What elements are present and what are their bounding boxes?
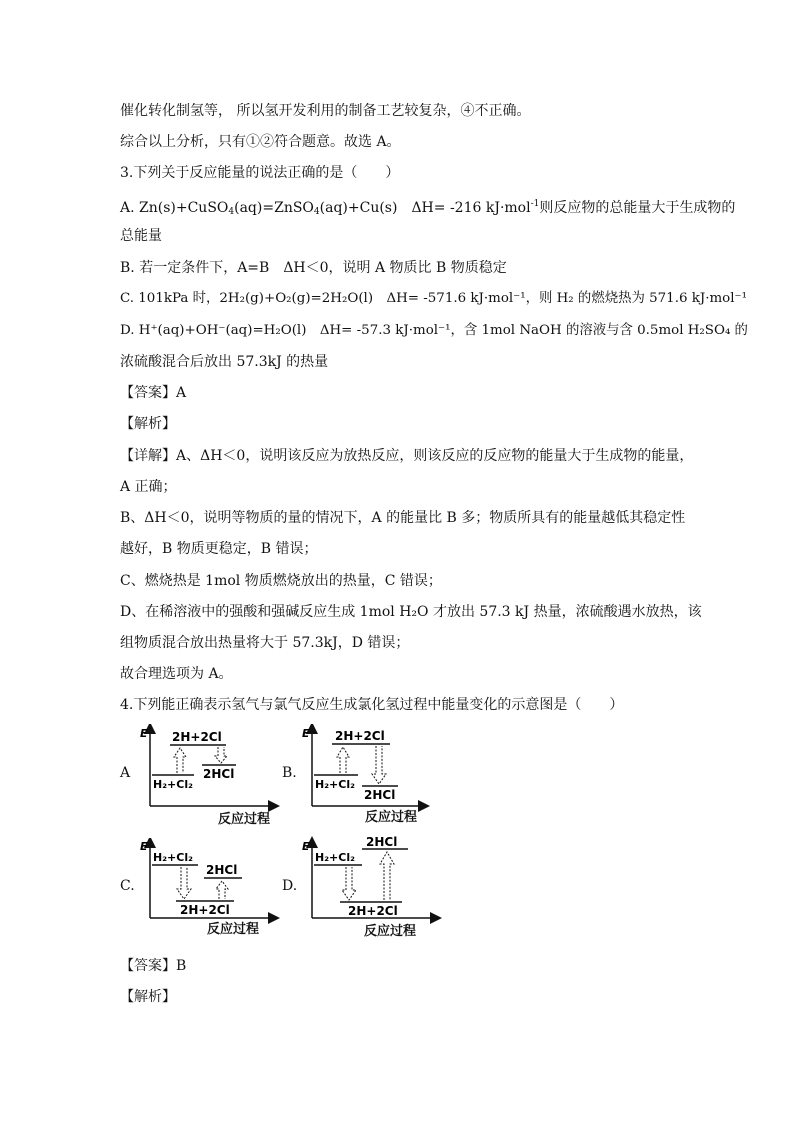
up-arrow-icon [380,852,394,900]
up-arrow-icon [174,748,186,773]
energy-diagram-c [138,838,280,924]
detail-line-6: D、在稀溶液中的强酸和强碱反应生成 1mol H₂O 才放出 57.3 kJ 热量，浓硫酸遇水放热，该 [120,604,702,620]
label-2h-2cl: 2H+2Cl [335,729,385,743]
analysis-heading-3: 【解析】 [120,416,176,432]
option-3a [120,195,735,221]
energy-diagram-d [300,836,442,924]
label-2hcl: 2HCl [366,836,398,849]
axis-x-label-c: 反应过程 [207,922,260,937]
detail-line-1: 【详解】A、ΔH＜0，说明该反应为放热反应，则该反应的反应物的能量大于生成物的能量， [120,448,694,464]
axis-x-label-a: 反应过程 [218,812,271,827]
up-arrow-icon [337,747,349,773]
label-2hcl: 2HCl [203,767,235,781]
detail-line-2: A 正确； [120,479,177,495]
axis-e-label: E [302,727,310,740]
detail-line-4: 越好，B 物质更稳定，B 错误； [120,541,318,557]
axis-x-label-b: 反应过程 [365,810,418,825]
superscript: -1 [530,199,540,209]
down-arrow-icon [372,746,386,784]
label-2hcl: 2HCl [364,788,396,802]
question-4: 4.下列能正确表示氢气与氯气反应生成氯化氢过程中能量变化的示意图是（ ） [120,697,624,713]
option-3d: D. H⁺(aq)+OH⁻(aq)=H₂O(l) ΔH= -57.3 kJ·mol⁻¹，含 1mol NaOH 的溶液与含 0.5mol H₂SO₄ 的 [120,323,748,338]
label-2hcl: 2HCl [206,863,238,877]
option-3b: B. 若一定条件下，A=B ΔH＜0，说明 A 物质比 B 物质稳定 [120,260,507,276]
down-arrow-icon [342,867,356,900]
label-2h-2cl: 2H+2Cl [180,903,230,917]
label-h2-cl2: H₂+Cl₂ [315,851,355,864]
option-a-label: A [120,765,131,781]
option-3a-part2: (aq)=ZnSO [234,200,314,216]
detail-line-8: 故合理选项为 A。 [120,666,233,682]
label-h2-cl2: H₂+Cl₂ [315,778,355,791]
subscript: 4 [228,207,235,217]
down-arrow-icon [215,747,227,763]
detail-line-3: B、ΔH＜0，说明等物质的量的情况下，A 的能量比 B 多；物质所具有的能量越低其稳定性 [120,510,686,526]
option-d-label: D. [282,878,298,894]
label-2h-2cl: 2H+2Cl [348,904,398,918]
option-b-label: B. [282,765,297,781]
option-3a-part3: (aq)+Cu(s) ΔH= -216 kJ·mol [319,200,531,216]
down-arrow-icon [177,867,191,899]
detail-line-7: 组物质混合放出热量将大于 57.3kJ，D 错误； [120,635,410,651]
option-c-label: C. [120,878,135,894]
label-2h-2cl: 2H+2Cl [172,730,222,744]
up-arrow-icon [216,881,228,899]
axis-e-label: E [140,840,148,853]
text-line-total-energy: 总能量 [120,228,162,244]
text-line-2: 综合以上分析，只有①②符合题意。故选 A。 [120,134,401,150]
subscript: 4 [313,207,320,217]
analysis-heading-4: 【解析】 [120,989,176,1005]
text-line-1: 催化转化制氢等， 所以氢开发利用的制备工艺较复杂，④不正确。 [120,103,531,119]
question-3: 3.下列关于反应能量的说法正确的是（ ） [120,165,400,181]
answer-4: 【答案】B [120,958,187,974]
axis-e-label: E [302,840,310,853]
option-3a-part4: 则反应物的总能量大于生成物的 [539,200,736,216]
option-3c: C. 101kPa 时，2H₂(g)+O₂(g)=2H₂O(l) ΔH= -571.6 kJ·mol⁻¹，则 H₂ 的燃烧热为 571.6 kJ·mol⁻¹ [120,291,747,306]
option-3a-part1: A. Zn(s)+CuSO [120,200,229,216]
axis-x-label-d: 反应过程 [364,924,417,939]
label-h2-cl2: H₂+Cl₂ [153,778,193,791]
detail-line-5: C、燃烧热是 1mol 物质燃烧放出的热量，C 错误； [120,573,442,589]
text-line-d-cont: 浓硫酸混合后放出 57.3kJ 的热量 [120,354,329,370]
label-h2-cl2: H₂+Cl₂ [153,851,193,864]
answer-3: 【答案】A [120,385,187,401]
axis-e-label: E [140,727,148,740]
